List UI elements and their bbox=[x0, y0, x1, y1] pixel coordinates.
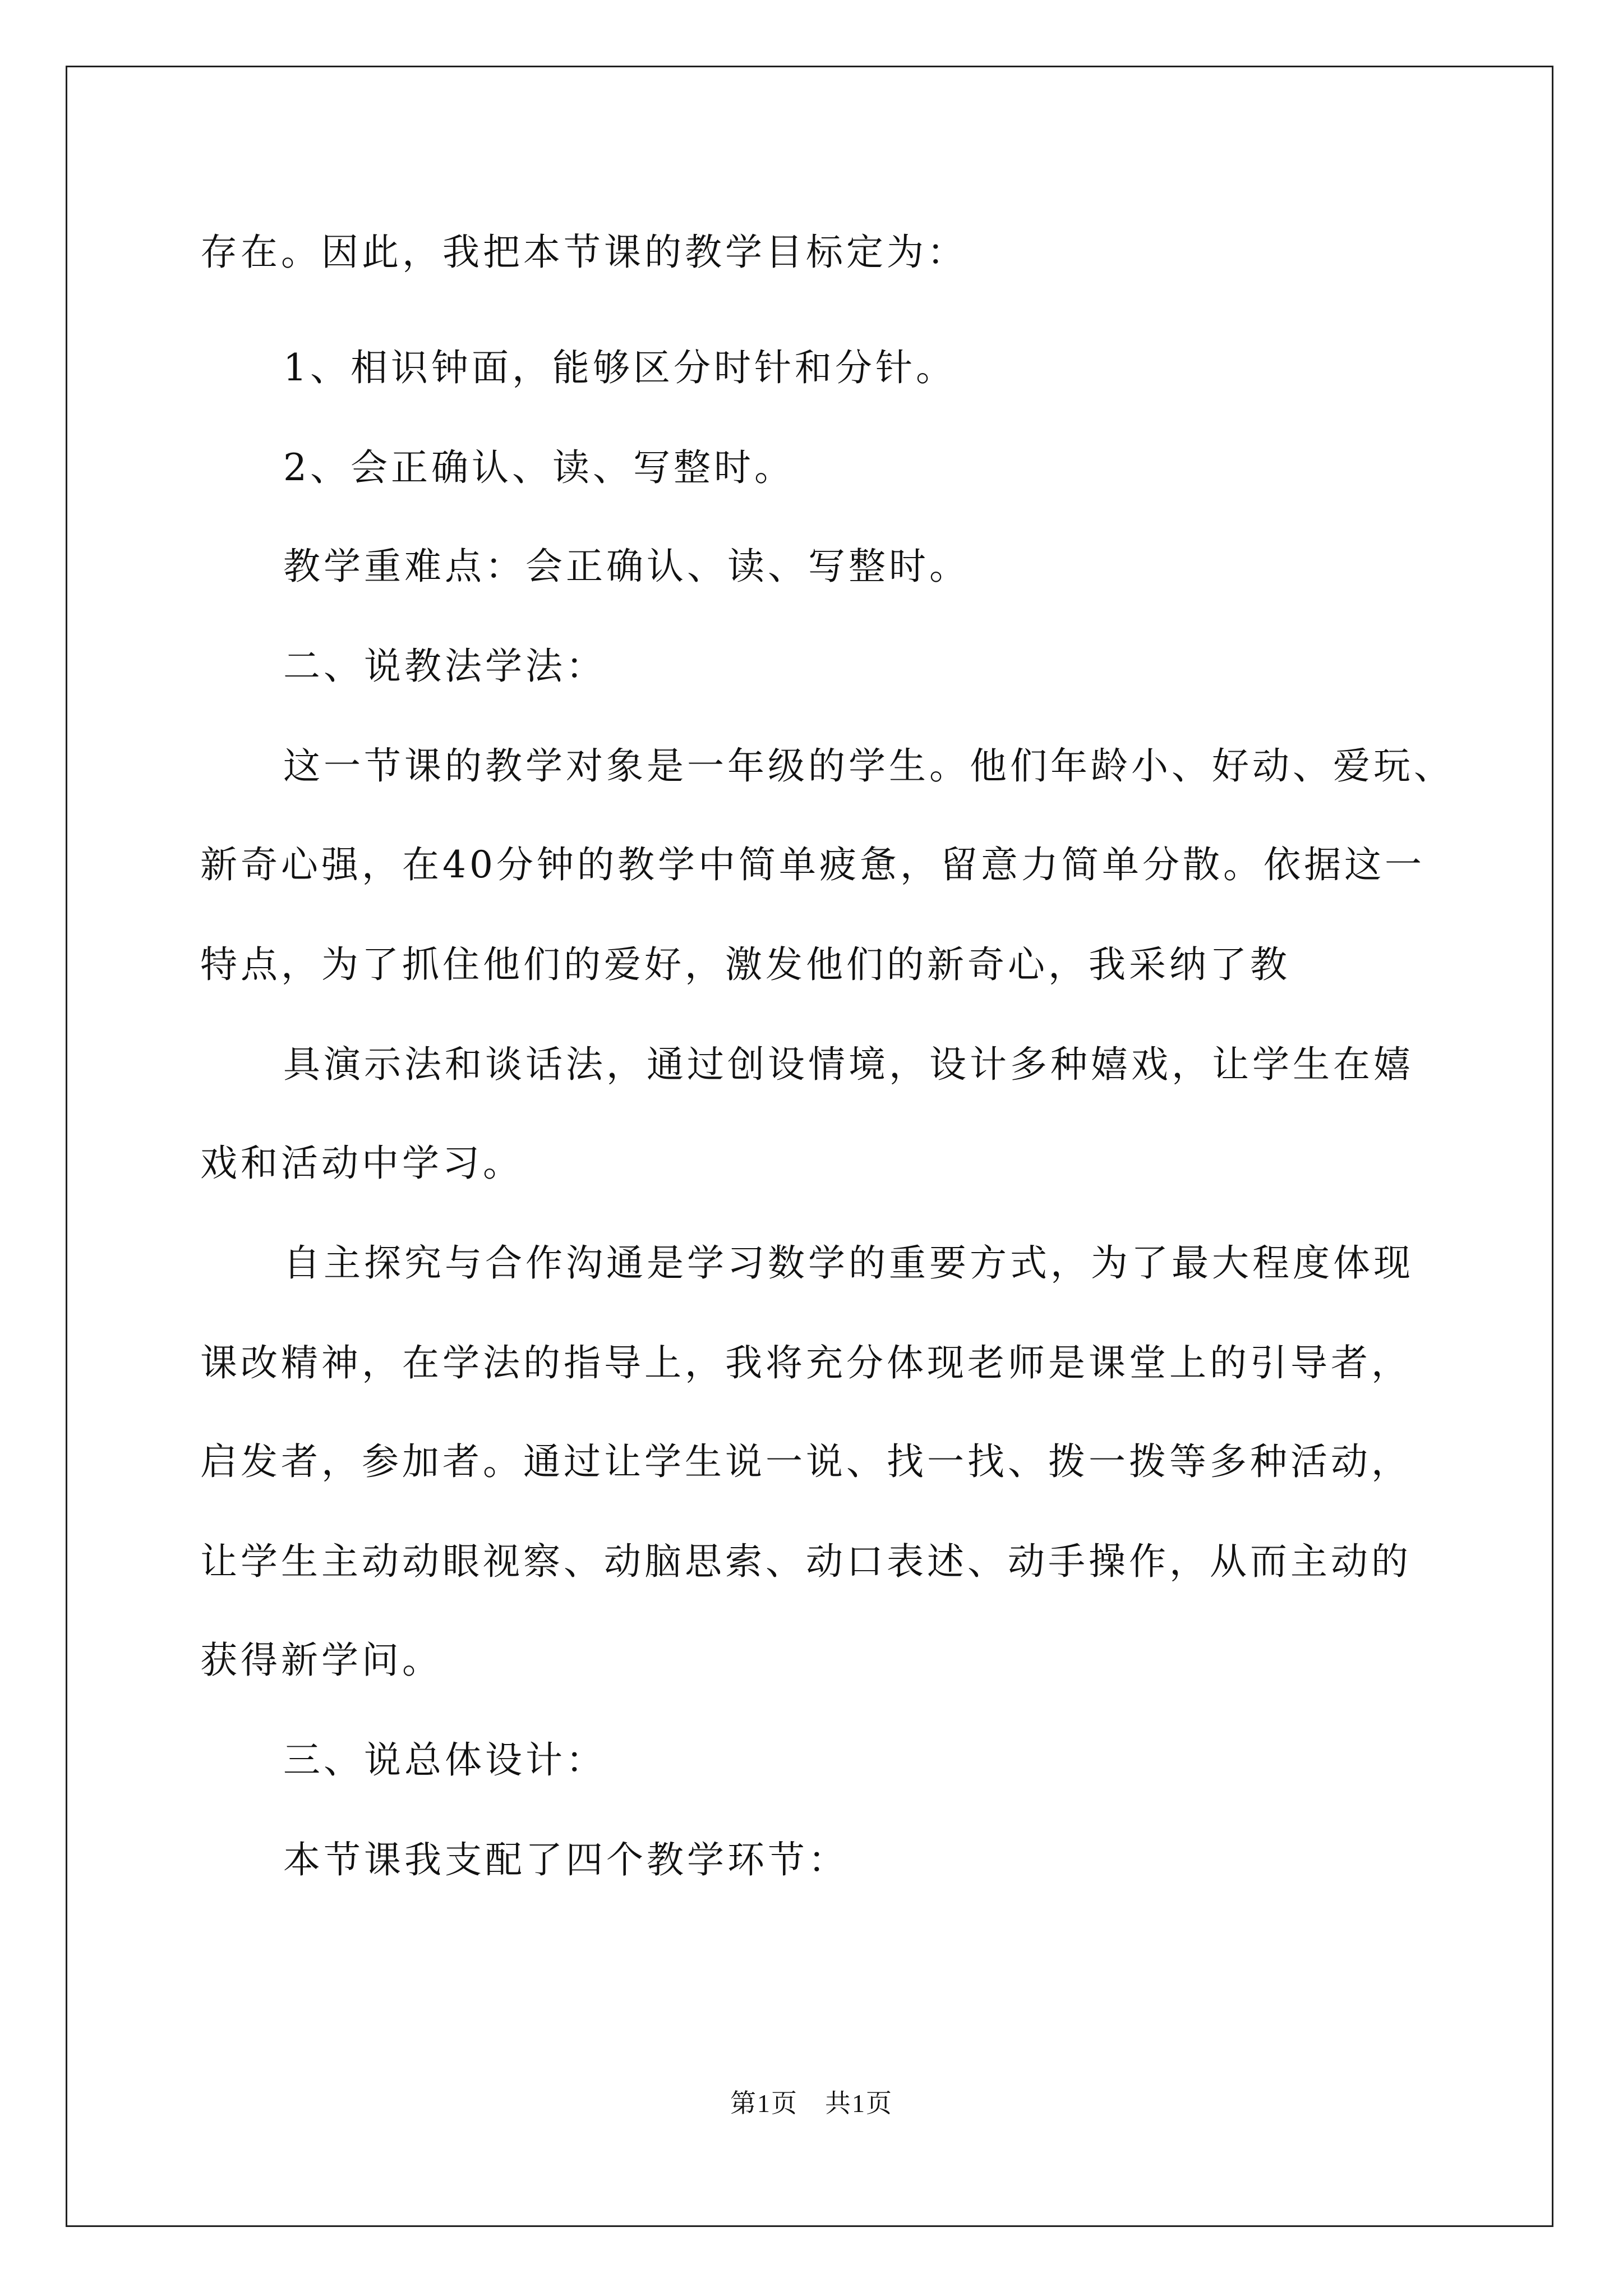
text-line: 自主探究与合作沟通是学习数学的重要方式，为了最大程度体现 bbox=[283, 1241, 1414, 1285]
text-line: 这一节课的教学对象是一年级的学生。他们年龄小、好动、爱玩、 bbox=[283, 744, 1454, 788]
text-line: 启发者，参加者。通过让学生说一说、找一找、拨一拨等多种活动， bbox=[200, 1440, 1412, 1483]
text-line: 课改精神，在学法的指导上，我将充分体现老师是课堂上的引导者， bbox=[200, 1341, 1412, 1384]
text-line: 新奇心强，在40分钟的教学中简单疲惫，留意力简单分散。依据这一 bbox=[200, 843, 1425, 886]
text-line: 本节课我支配了四个教学环节： bbox=[283, 1838, 849, 1881]
section-heading: 二、说教法学法： bbox=[283, 645, 606, 688]
text-line: 存在。因此，我把本节课的教学目标定为： bbox=[200, 231, 967, 274]
text-line: 让学生主动动眼视察、动脑思索、动口表述、动手操作，从而主动的 bbox=[200, 1540, 1412, 1583]
text-line: 获得新学问。 bbox=[200, 1639, 442, 1682]
text-line: 戏和活动中学习。 bbox=[200, 1142, 523, 1185]
text-line: 特点，为了抓住他们的爱好，激发他们的新奇心，我采纳了教 bbox=[200, 943, 1290, 986]
page-number: 第1页 共1页 bbox=[730, 2089, 893, 2118]
text-line: 2、会正确认、读、写整时。 bbox=[283, 446, 795, 489]
section-heading: 三、说总体设计： bbox=[283, 1738, 606, 1782]
text-line: 1、相识钟面，能够区分时针和分针。 bbox=[283, 346, 956, 389]
text-line: 具演示法和谈话法，通过创设情境，设计多种嬉戏，让学生在嬉 bbox=[283, 1043, 1414, 1086]
text-line: 教学重难点：会正确认、读、写整时。 bbox=[283, 545, 970, 588]
